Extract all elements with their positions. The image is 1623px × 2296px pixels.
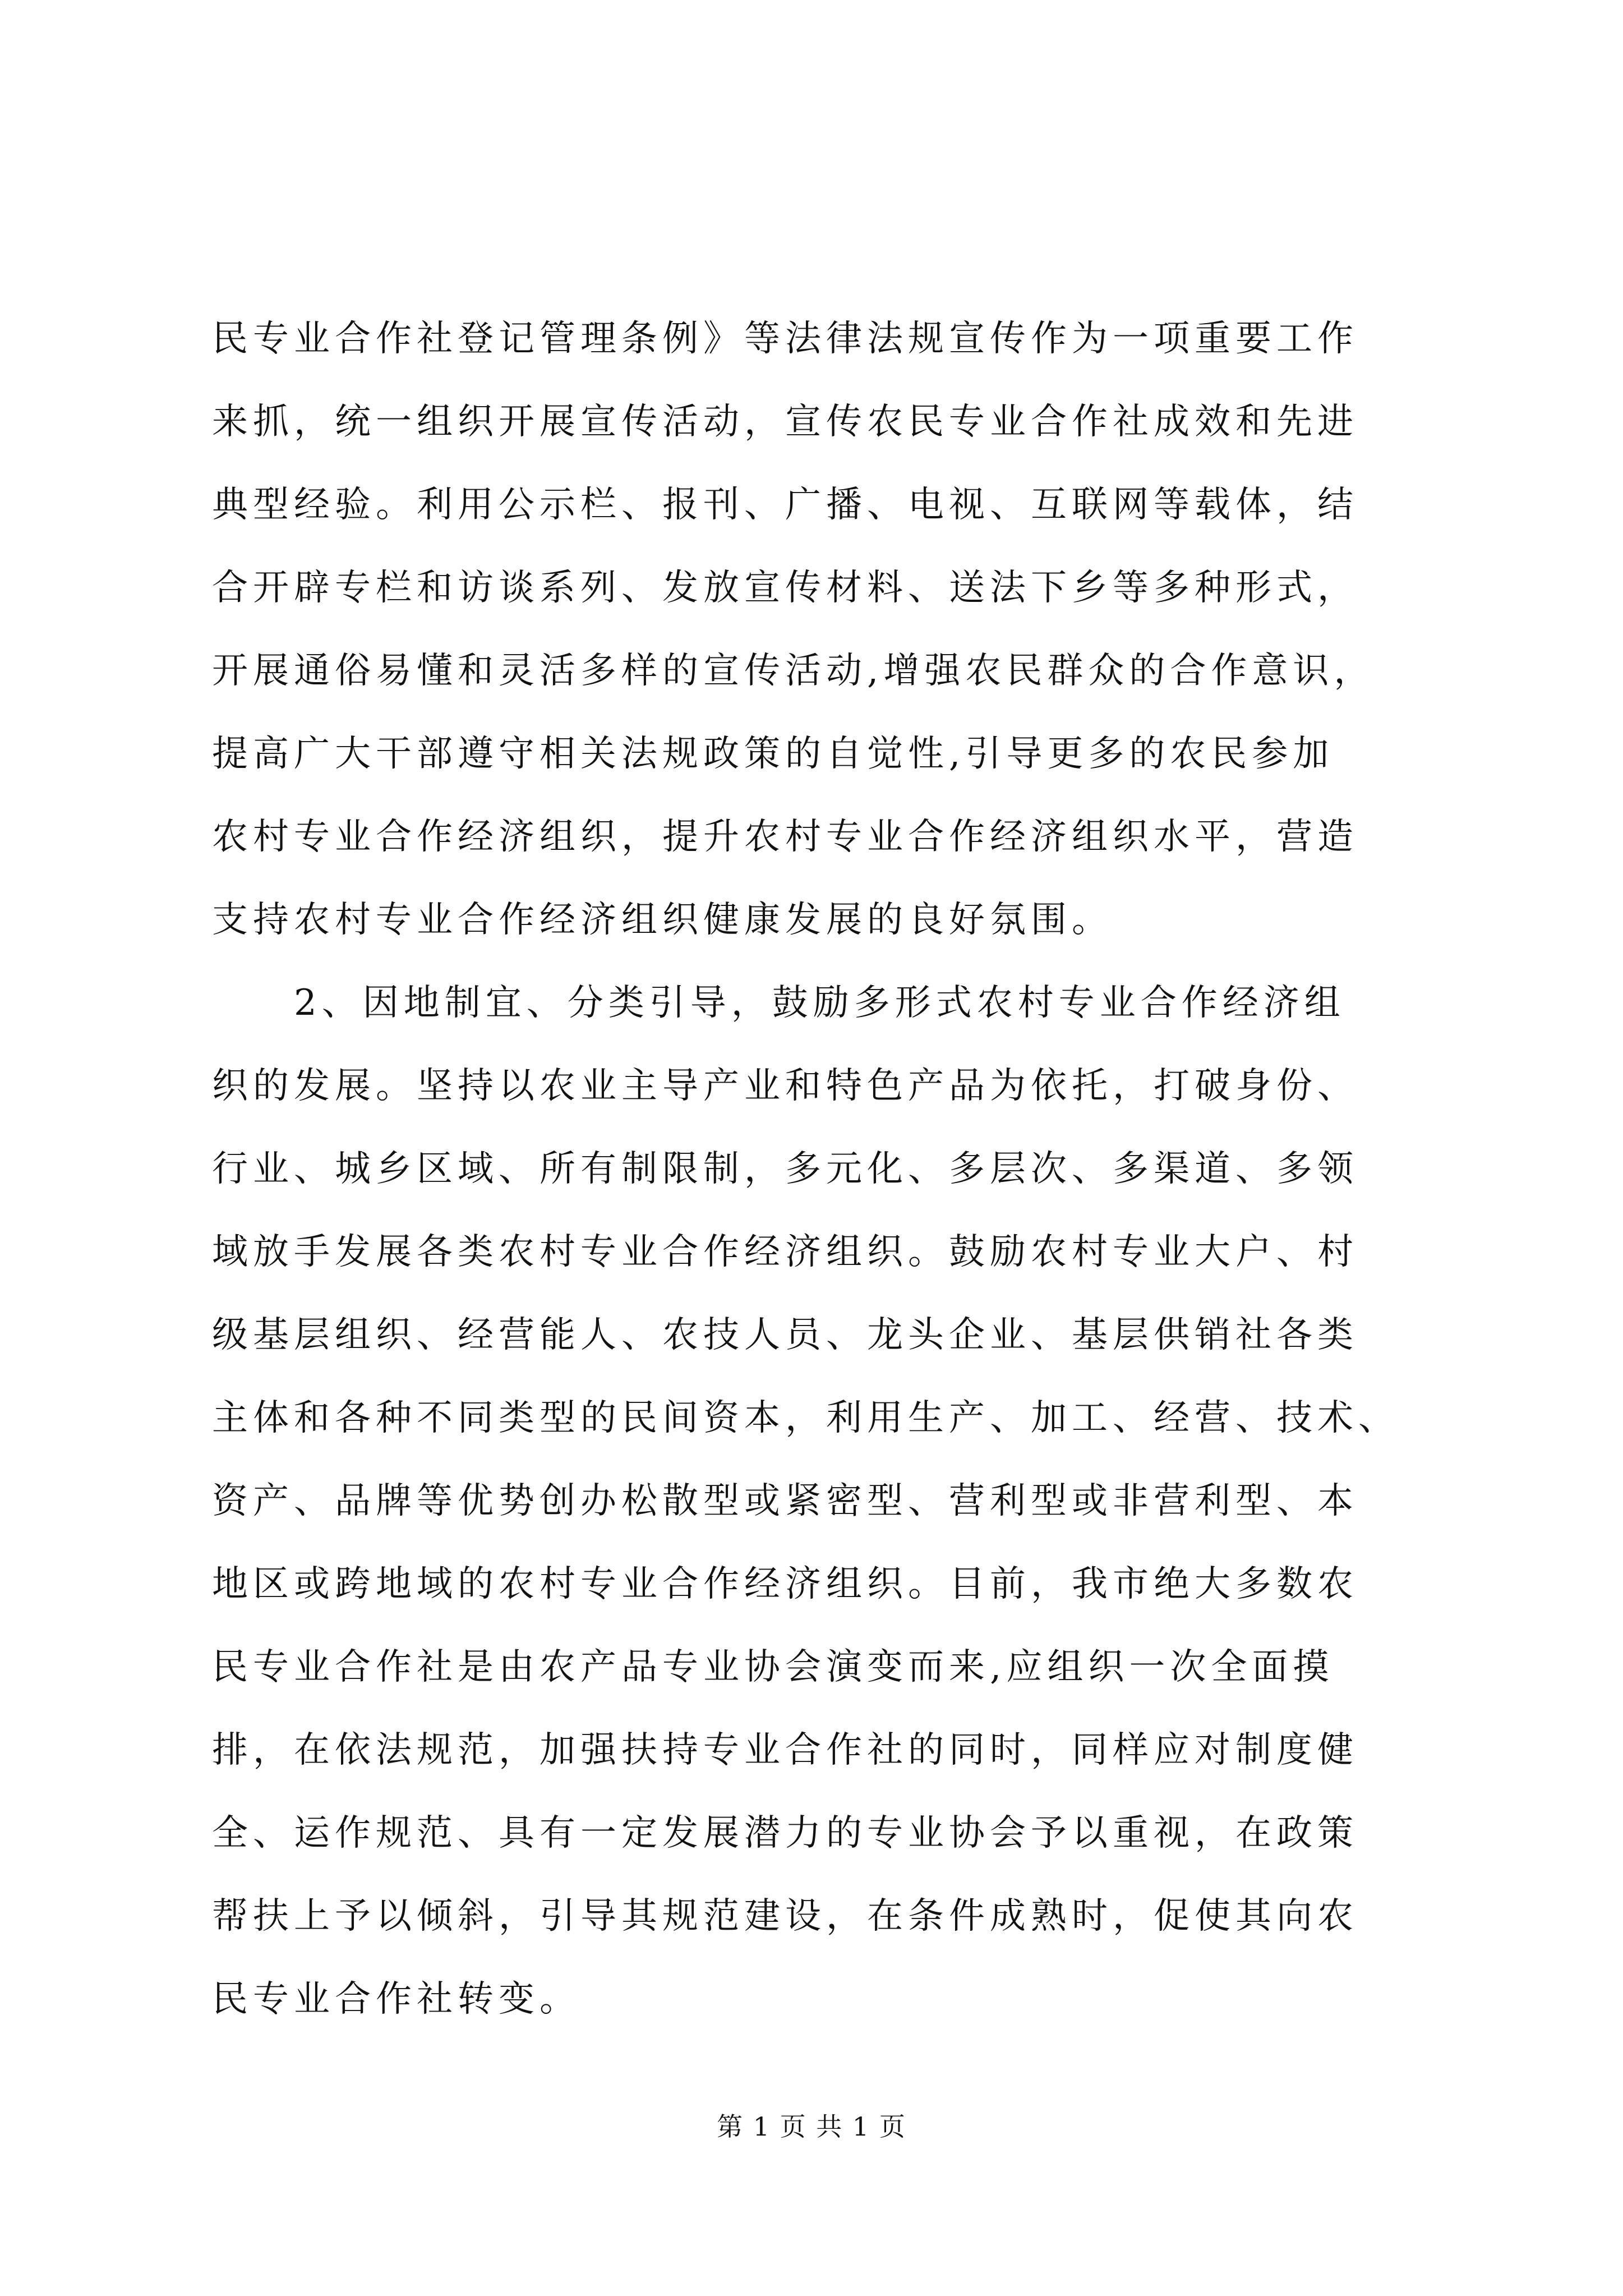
text-line: 提高广大干部遵守相关法规政策的自觉性,引导更多的农民参加 (212, 733, 1334, 775)
text-line: 开展通俗易懂和灵活多样的宣传活动,增强农民群众的合作意识， (212, 650, 1375, 692)
text-line: 民专业合作社转变。 (212, 1978, 580, 2020)
text-line: 资产、品牌等优势创办松散型或紧密型、营利型或非营利型、本 (212, 1480, 1358, 1522)
text-line: 来抓，统一组织开展宣传活动，宣传农民专业合作社成效和先进 (212, 401, 1358, 443)
text-line: 全、运作规范、具有一定发展潜力的专业协会予以重视，在政策 (212, 1812, 1358, 1854)
text-line: 行业、城乡区域、所有制限制，多元化、多层次、多渠道、多领 (212, 1148, 1358, 1190)
text-line: 级基层组织、经营能人、农技人员、龙头企业、基层供销社各类 (212, 1314, 1358, 1356)
text-line: 排，在依法规范，加强扶持专业合作社的同时，同样应对制度健 (212, 1729, 1358, 1771)
text-line: 民专业合作社是由农产品专业协会演变而来,应组织一次全面摸 (212, 1646, 1334, 1688)
text-line: 域放手发展各类农村专业合作经济组织。鼓励农村专业大户、村 (212, 1231, 1358, 1273)
text-line: 农村专业合作经济组织，提升农村专业合作经济组织水平，营造 (212, 816, 1358, 858)
page-number-label: 第 1 页 共 1 页 (717, 2111, 906, 2142)
text-line: 民专业合作社登记管理条例》等法律法规宣传作为一项重要工作 (212, 318, 1358, 360)
text-line: 支持农村专业合作经济组织健康发展的良好氛围。 (212, 899, 1113, 941)
text-line: 典型经验。利用公示栏、报刊、广播、电视、互联网等载体，结 (212, 484, 1358, 526)
text-line: 帮扶上予以倾斜，引导其规范建设，在条件成熟时，促使其向农 (212, 1895, 1358, 1937)
text-line: 地区或跨地域的农村专业合作经济组织。目前，我市绝大多数农 (212, 1563, 1358, 1605)
text-line: 合开辟专栏和访谈系列、发放宣传材料、送法下乡等多种形式， (212, 567, 1358, 609)
page-footer (0, 2106, 1623, 2143)
body-text (212, 297, 1418, 2041)
text-line: 2、因地制宜、分类引导，鼓励多形式农村专业合作经济组 (212, 982, 1345, 1024)
text-line: 织的发展。坚持以农业主导产业和特色产品为依托，打破身份、 (212, 1065, 1358, 1107)
text-line: 主体和各种不同类型的民间资本，利用生产、加工、经营、技术、 (212, 1397, 1399, 1439)
